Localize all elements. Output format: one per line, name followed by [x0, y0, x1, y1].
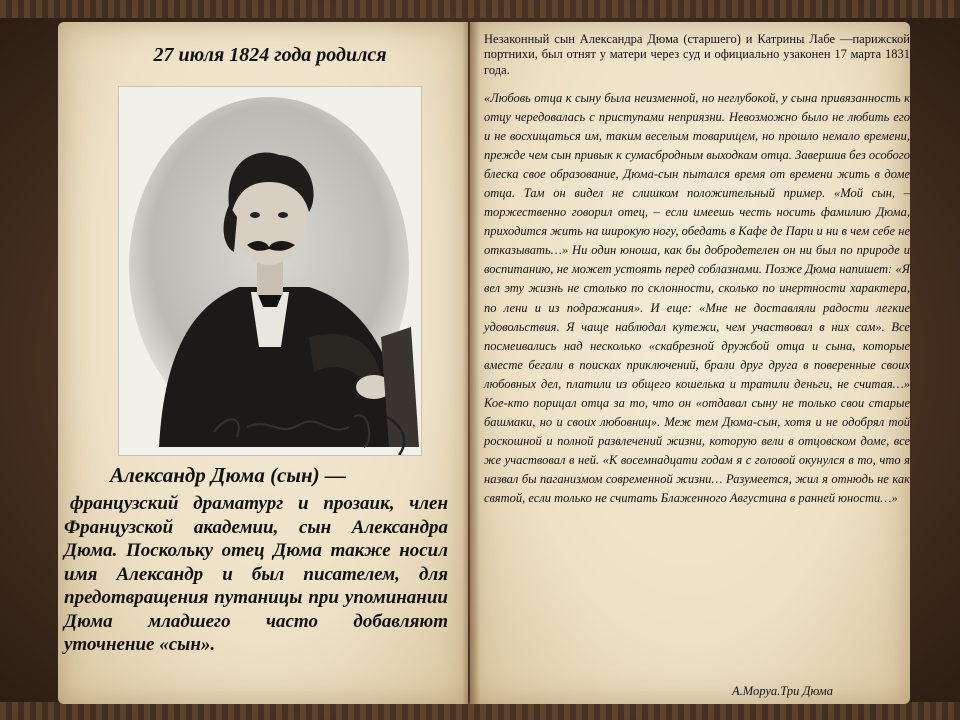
quote-source: А.Моруа.Три Дюма	[732, 684, 834, 698]
portrait-image	[118, 86, 422, 456]
bottom-ornament-border	[0, 702, 960, 720]
bio-name-heading: Александр Дюма (сын) —	[110, 463, 346, 487]
book-spine	[462, 22, 480, 704]
bio-description: французский драматург и прозаик, член Французской академии, сын Александра Дюма. Поскольку отец Дюма также носил имя Александр и был писателем, для предотвращения путаницы при упоминании Дюма младшего часто добавляют уточнение «сын».	[64, 493, 448, 655]
birth-date-heading: 27 июля 1824 года родился	[153, 44, 387, 66]
intro-paragraph: Незаконный сын Александра Дюма (старшего) и Катрины Лабе —парижской портнихи, был отнят у матери через суд и официально узаконен 17 марта 1831 года.	[484, 32, 910, 77]
maurois-quote: «Любовь отца к сыну была неизменной, но неглубокой, у сына привязанность к отцу чередовалась с приступами неприязни. Невозможно было не любить его и не восхищаться им, таким веселым товарищем, но прошло немало времени, прежде чем сын привык к сумасбродным выходкам отца. Завершив без особого блеска свое образование, Дюма-сын пытался время от времени жить в доме отца. Там он видел не слишком положительный пример. «Мой сын, – торжественно говорил отец, – если имеешь честь носить фамилию Дюма, приходится жить на широкую ногу, обедать в Кафе де Пари и ни в чем себе не отказывать…» Ни один юноша, как бы добродетелен он ни был по природе и воспитанию, не может устоять перед соблазнами. Позже Дюма напишет: «Я вел эту жизнь не столько по склонности, сколько по инертности характера, по лени и из подражания». И еще: «Мне не доставляли радости легкие удовольствия. Я чаще наблюдал кутежи, чем участвовал в них сам». Все посмеивались над несколько «скабрезной дружбой отца и сына, которые вместе бегали в поисках приключений, брали друг друга в поверенные своих любовных дел, платили из общего кошелька и тратили деньги, не считая…» Кое-кто порицал отца за то, что он «отдавал сыну не только свои старые башмаки, но и своих любовниц». Меж тем Дюма-сын, хотя и не одобрял той роскошной и полной развлечений жизни, которую вели в отцовском доме, все же участвовал в ней. «К восемнадцати годам я с головой окунулся в то, что я назвал бы паганизмом современной жизни… Разумеется, жил я отнюдь не как святой, если только не считать Блаженного Августина в ранней юности…»	[484, 91, 910, 505]
top-ornament-border	[0, 0, 960, 18]
portrait-engraving	[119, 87, 421, 455]
